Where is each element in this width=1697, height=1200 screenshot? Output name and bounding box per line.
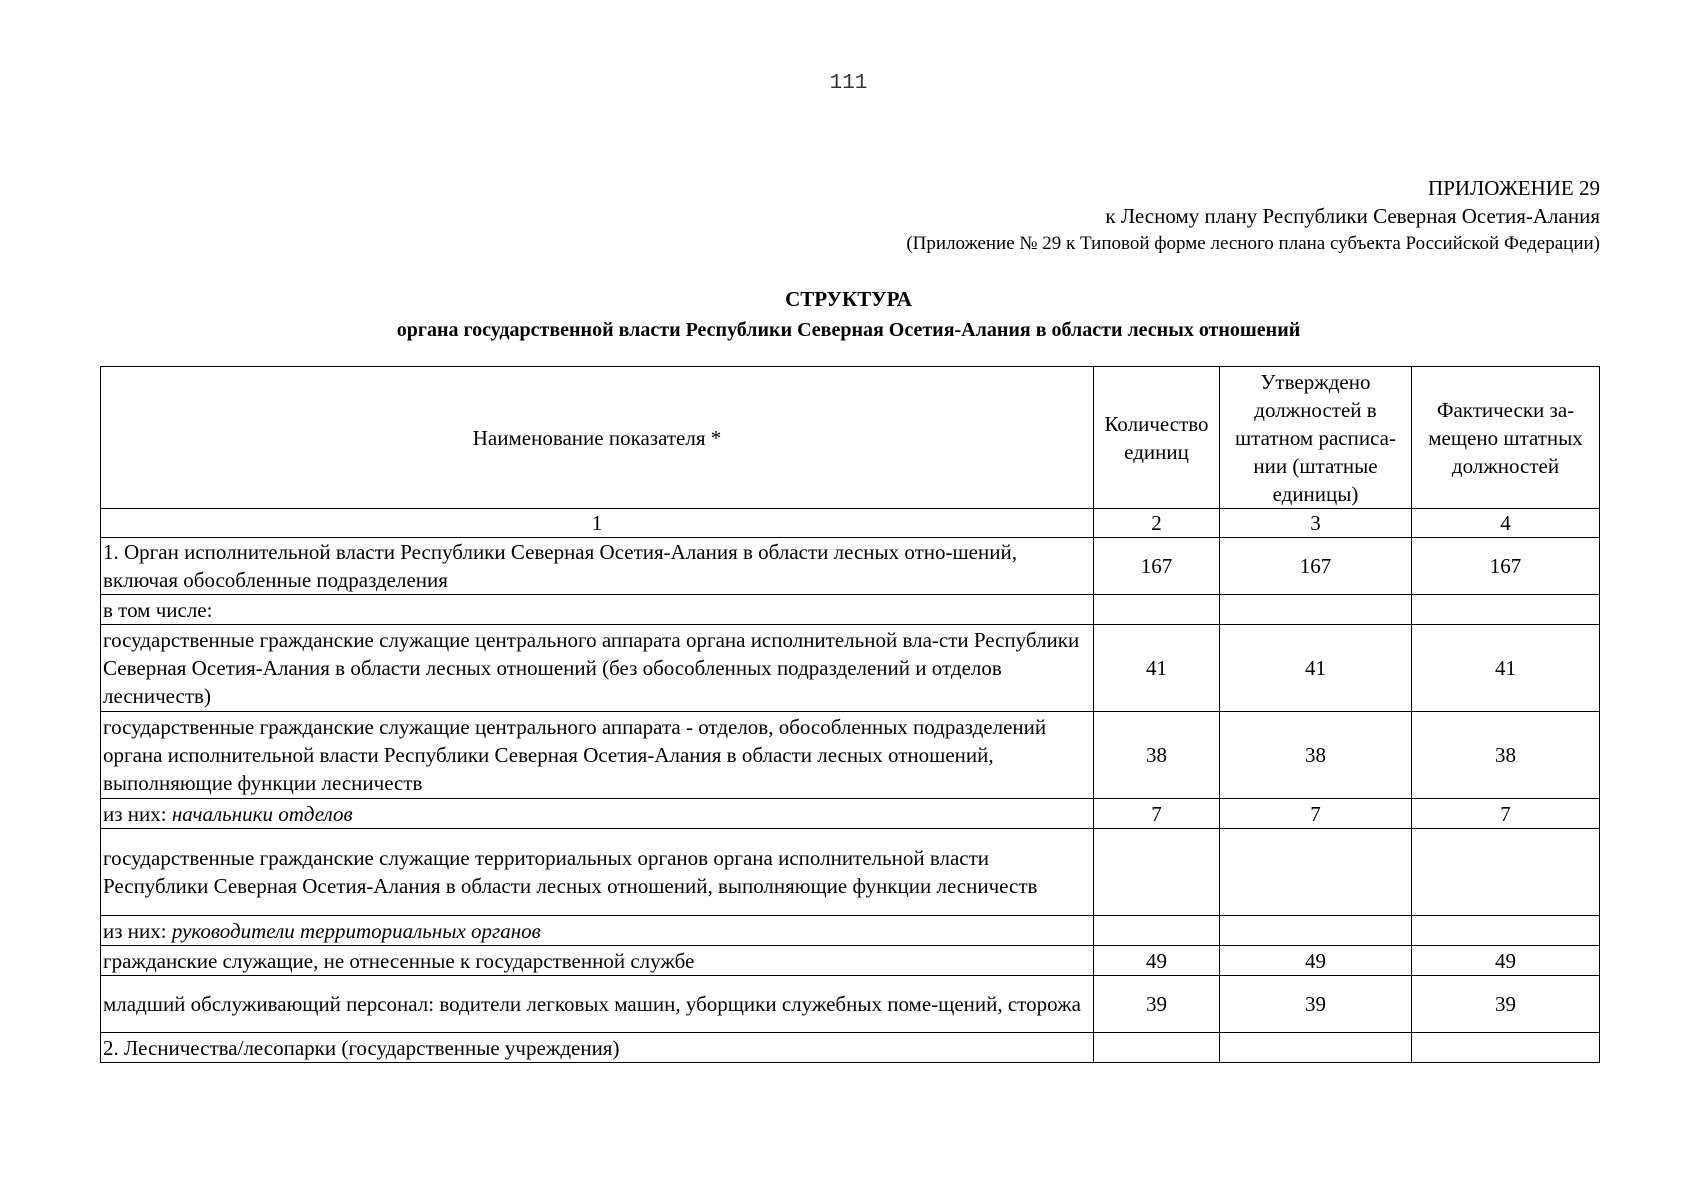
row-label: 2. Лесничества/лесопарки (государственные учреждения) — [101, 1033, 1094, 1063]
row-label: младший обслуживающий персонал: водители легковых машин, уборщики служебных поме-щений, сторожа — [101, 976, 1094, 1033]
row-label: гражданские служащие, не отнесенные к государственной службе — [101, 946, 1094, 976]
column-number: 1 — [101, 509, 1094, 538]
row-label-prefix: из них: — [103, 918, 172, 943]
unit-count-cell: 167 — [1094, 538, 1220, 595]
filled-positions-cell — [1412, 1033, 1600, 1063]
title-subtitle: органа государственной власти Республики Северная Осетия-Алания в области лесных отношений — [396, 319, 1301, 341]
appendix-number: ПРИЛОЖЕНИЕ 29 — [1428, 176, 1600, 200]
row-label: 1. Орган исполнительной власти Республики Северная Осетия-Алания в области лесных отно-шений, включая обособленные подразделения — [101, 538, 1094, 595]
unit-count-cell: 41 — [1094, 625, 1220, 712]
table-row — [101, 946, 1600, 976]
approved-positions-cell: 38 — [1220, 712, 1412, 799]
table-row — [101, 712, 1600, 799]
approved-positions-cell — [1220, 595, 1412, 625]
row-label-italic: руководители территориальных органов — [171, 918, 541, 943]
row-label: государственные гражданские служащие центрального аппарата органа исполнительной вла-сти Республики Северная Осетия-Алания в области лесных отношений (без обособленных подразделений и отделов лесничеств) — [101, 625, 1094, 712]
table-row — [101, 538, 1600, 595]
row-label: государственные гражданские служащие центрального аппарата - отделов, обособленных подразделений органа исполнительной власти Республики Северная Осетия-Алания в области лесных отношений, выполняющие функции лесничеств — [101, 712, 1094, 799]
unit-count-cell — [1094, 1033, 1220, 1063]
unit-count-cell — [1094, 595, 1220, 625]
document-title — [0, 284, 1697, 346]
approved-positions-cell — [1220, 916, 1412, 946]
filled-positions-cell: 39 — [1412, 976, 1600, 1033]
filled-positions-cell — [1412, 595, 1600, 625]
column-number: 4 — [1412, 509, 1600, 538]
row-label-prefix: из них: — [103, 801, 172, 826]
table-row — [101, 976, 1600, 1033]
appendix-block — [906, 174, 1600, 258]
column-number-row — [101, 509, 1600, 538]
table-row — [101, 829, 1600, 916]
column-number: 3 — [1220, 509, 1412, 538]
unit-count-cell: 49 — [1094, 946, 1220, 976]
table-row — [101, 799, 1600, 829]
approved-positions-cell — [1220, 829, 1412, 916]
unit-count-cell — [1094, 916, 1220, 946]
filled-positions-cell: 167 — [1412, 538, 1600, 595]
approved-positions-cell: 41 — [1220, 625, 1412, 712]
filled-positions-cell: 49 — [1412, 946, 1600, 976]
approved-positions-cell: 39 — [1220, 976, 1412, 1033]
header-approved-positions: Утверждено должностей в штатном расписа-нии (штатные единицы) — [1220, 367, 1412, 509]
row-label — [101, 799, 1094, 829]
table-row — [101, 916, 1600, 946]
filled-positions-cell: 41 — [1412, 625, 1600, 712]
structure-table — [100, 366, 1600, 1063]
row-label — [101, 916, 1094, 946]
approved-positions-cell — [1220, 1033, 1412, 1063]
unit-count-cell: 38 — [1094, 712, 1220, 799]
approved-positions-cell: 49 — [1220, 946, 1412, 976]
table-row — [101, 595, 1600, 625]
filled-positions-cell: 7 — [1412, 799, 1600, 829]
title-main: СТРУКТУРА — [785, 287, 912, 311]
appendix-source-note: (Приложение № 29 к Типовой форме лесного плана субъекта Российской Федерации) — [906, 233, 1600, 254]
header-row — [101, 367, 1600, 509]
column-number: 2 — [1094, 509, 1220, 538]
row-label: государственные гражданские служащие территориальных органов органа исполнительной власти Республики Северная Осетия-Алания в области лесных отношений, выполняющие функции лесничеств — [101, 829, 1094, 916]
header-filled-positions: Фактически за-мещено штатных должностей — [1412, 367, 1600, 509]
appendix-reference: к Лесному плану Республики Северная Осетия-Алания — [1105, 204, 1600, 228]
row-label: в том числе: — [101, 595, 1094, 625]
unit-count-cell — [1094, 829, 1220, 916]
unit-count-cell: 39 — [1094, 976, 1220, 1033]
table-row — [101, 1033, 1600, 1063]
filled-positions-cell — [1412, 829, 1600, 916]
unit-count-cell: 7 — [1094, 799, 1220, 829]
page-number: 111 — [829, 72, 868, 95]
row-label-italic: начальники отделов — [171, 801, 353, 826]
table-row — [101, 625, 1600, 712]
approved-positions-cell: 7 — [1220, 799, 1412, 829]
filled-positions-cell — [1412, 916, 1600, 946]
approved-positions-cell: 167 — [1220, 538, 1412, 595]
header-indicator-name: Наименование показателя * — [101, 367, 1094, 509]
filled-positions-cell: 38 — [1412, 712, 1600, 799]
header-unit-count: Количество единиц — [1094, 367, 1220, 509]
